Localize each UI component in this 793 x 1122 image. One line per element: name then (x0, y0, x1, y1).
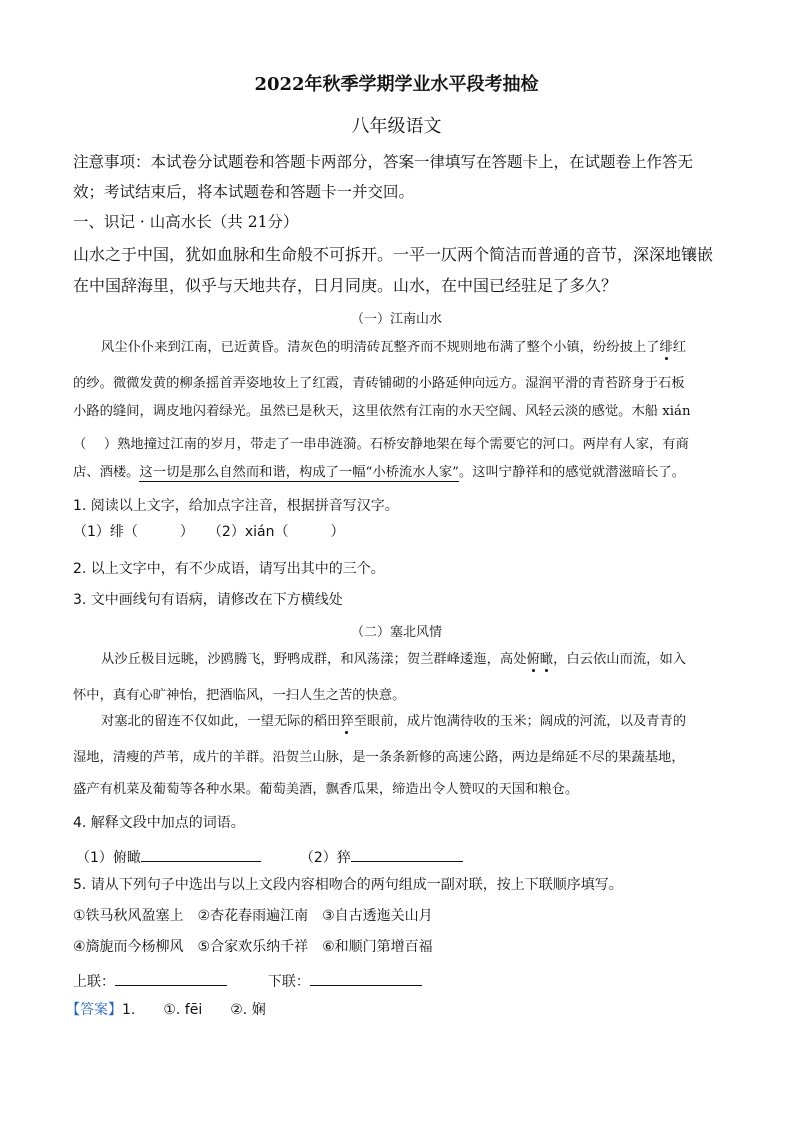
question-1: 1. 阅读以上文字，给加点字注音，根据拼音写汉字。 (73, 498, 399, 514)
lower-couplet-blank[interactable] (310, 971, 422, 986)
passage-2-line-3 (101, 715, 686, 728)
answer-tag: 【答案】 (66, 1002, 122, 1018)
passage-2-heading: （二）塞北风情 (350, 625, 442, 640)
passage-text: 至眼前，成片饱满待收的玉米；阔成的河流，以及青青的 (353, 714, 687, 729)
question-4-answers (76, 847, 463, 865)
lower-couplet-label: 下联： (267, 974, 310, 990)
answer-line (66, 1003, 266, 1017)
q4-item-2: （2）猝 (299, 850, 351, 866)
notice-line-2: 效；考试结束后，将本试题卷和答题卡一并交回。 (73, 183, 415, 201)
passage-text: 对塞北的留连不仅如此，一望无际的稻田 (101, 714, 341, 729)
couplet-answer-row (73, 971, 422, 989)
underlined-sentence: 这一切是那么自然而和谐，构成了一幅“小桥流水人家” (139, 465, 459, 480)
passage-2-line-1 (101, 653, 686, 666)
passage-2-line-2: 怀中，真有心旷神怡，把酒临风，一扫人生之苦的快意。 (73, 688, 406, 703)
dotted-char: 瞰 (539, 652, 554, 667)
page-subtitle: 八年级语文 (351, 116, 442, 137)
dotted-char: 猝 (340, 714, 354, 729)
passage-text: 风尘仆仆来到江南，已近黄昏。清灰色的明清砖瓦整齐而不规则地布满了整个小镇，纷纷披上了 (101, 340, 660, 355)
upper-couplet-blank[interactable] (115, 971, 227, 986)
question-4: 4. 解释文段中加点的词语。 (73, 815, 245, 831)
passage-text: 从沙丘极目远眺，沙鸥腾飞，野鸭成群，和风荡漾；贺兰群峰逶迤，高处 (101, 652, 527, 667)
question-5: 5. 请从下列句子中选出与以上文段内容相吻合的两句组成一副对联，按上下联顺序填写。 (73, 877, 623, 893)
dotted-char: 绯 (659, 340, 673, 355)
upper-couplet-label: 上联： (73, 974, 115, 990)
question-5-options-1: ①铁马秋风盈塞上 ②杏花春雨遍江南 ③自古透迤关山月 (73, 908, 433, 924)
passage-text: 红 (672, 340, 687, 355)
passage-text: ，白云依山而流，如入 (553, 652, 687, 667)
q4-blank-2[interactable] (351, 847, 463, 862)
passage-1-line-3: 小路的缝间，调皮地闪着绿光。虽然已是秋天，这里依然有江南的水天空阔、风轻云淡的感觉。木船 xián (73, 404, 691, 419)
passage-1-line-1 (101, 341, 686, 354)
passage-1-line-4: （ ）熟地撞过江南的岁月，带走了一串串涟漪。石桥安静地架在每个需要它的河口。两岸有人家，有商 (73, 437, 689, 452)
question-1-blanks: （1）绯（ ） （2）xián（ ） (73, 524, 345, 540)
passage-text: 。这叫宁静祥和的感觉就潜滋暗长了。 (458, 465, 685, 480)
passage-2-line-4: 湿地，清瘦的芦苇，成片的羊群。沿贺兰山脉，是一条条新修的高速公路，两边是绵延不尽的果蔬基地， (73, 750, 685, 765)
page-title: 2022年秋季学期学业水平段考抽检 (254, 74, 539, 95)
dotted-char: 俯 (526, 652, 540, 667)
q4-blank-1[interactable] (141, 847, 261, 862)
q4-item-1: （1）俯瞰 (76, 850, 141, 866)
passage-text: 店、酒楼。 (73, 465, 140, 480)
passage-2-line-5: 盛产有机菜及葡萄等各种水果。葡萄美酒，飘香瓜果，缔造出令人赞叹的天国和粮仓。 (73, 782, 579, 797)
intro-line-2: 在中国辞海里，似乎与天地共存，日月同庚。山水，在中国已经驻足了多久？ (73, 276, 618, 295)
question-3: 3. 文中画线句有语病，请修改在下方横线处 (73, 592, 343, 608)
question-2: 2. 以上文字中，有不少成语，请写出其中的三个。 (73, 561, 385, 577)
passage-1-line-5 (73, 466, 685, 479)
answer-text: 1. ①. fēi ②. 娴 (122, 1002, 266, 1018)
notice-line-1: 注意事项：本试卷分试题卷和答题卡两部分，答案一律填写在答题卡上，在试题卷上作答无 (73, 153, 694, 171)
section-heading: 一、识记 · 山高水长（共 21分） (73, 213, 299, 231)
passage-1-heading: （一）江南山水 (350, 312, 442, 327)
question-5-options-2: ④旖旎而今杨柳风 ⑤合家欢乐纳千祥 ⑥和顺门第增百福 (73, 939, 433, 955)
intro-line-1: 山水之于中国，犹如血脉和生命般不可拆开。一平一仄两个简洁而普通的音节，深深地镶嵌 (73, 245, 714, 264)
passage-1-line-2: 的纱。微微发黄的柳条摇首弄姿地妆上了红霞，青砖铺砌的小路延伸向远方。湿润平滑的青苔跻身于石板 (73, 376, 685, 391)
